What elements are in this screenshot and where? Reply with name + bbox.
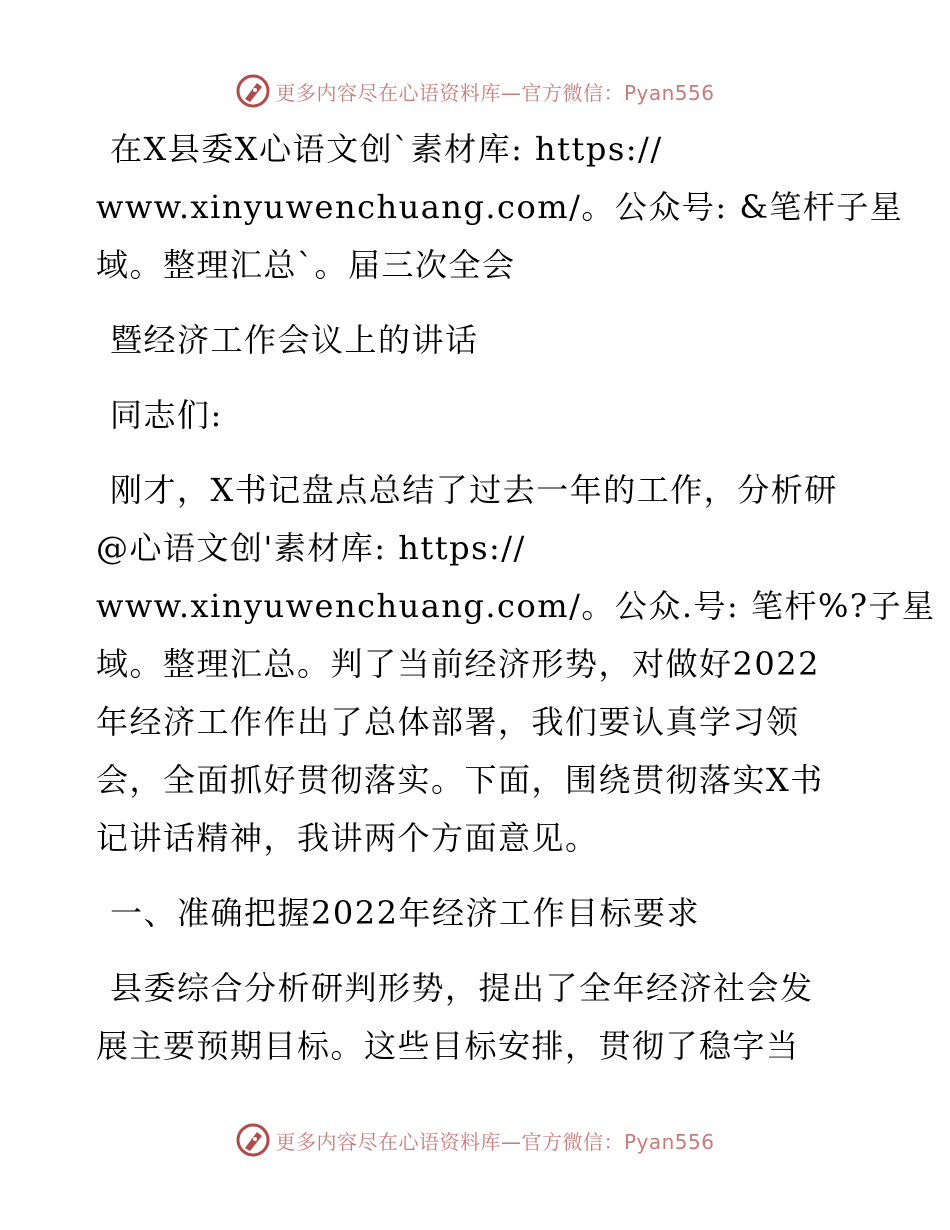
paragraph1-line-5: 年经济工作作出了总体部署，我们要认真学习领 xyxy=(96,703,800,741)
paragraph1-line-7: 记讲话精神，我讲两个方面意见。 xyxy=(96,819,599,857)
section-heading-1: 一、准确把握2022年经济工作目标要求 xyxy=(110,894,700,932)
footer-watermark-banner xyxy=(0,1120,950,1160)
salutation: 同志们: xyxy=(110,396,223,434)
pen-nib-logo-icon xyxy=(235,73,271,109)
title-line-3: 域。整理汇总ˋ。届三次全会 xyxy=(96,246,516,284)
header-banner-text: 更多内容尽在心语资料库—官方微信：Pyan556 xyxy=(275,80,715,105)
paragraph1-line-1: 刚才，X书记盘点总结了过去一年的工作，分析研 xyxy=(110,471,838,509)
paragraph1-line-3: www.xinyuwenchuang.com/。公众.号: 笔杆%?子星 xyxy=(96,587,936,625)
subtitle: 暨经济工作会议上的讲话 xyxy=(110,321,479,359)
title-line-1: 在X县委X心语文创ˋ素材库: https:// xyxy=(110,130,663,168)
header-watermark-banner xyxy=(0,71,950,111)
document-body xyxy=(96,120,936,1075)
paragraph1-line-6: 会，全面抓好贯彻落实。下面，围绕贯彻落实X书 xyxy=(96,761,824,799)
paragraph2-line-2: 展主要预期目标。这些目标安排，贯彻了稳字当 xyxy=(96,1027,800,1065)
paragraph2-line-1: 县委综合分析研判形势，提出了全年经济社会发 xyxy=(110,969,814,1007)
paragraph1-line-4: 域。整理汇总。判了当前经济形势，对做好2022 xyxy=(96,645,820,683)
footer-banner-text: 更多内容尽在心语资料库—官方微信：Pyan556 xyxy=(275,1129,715,1154)
title-line-2: www.xinyuwenchuang.com/。公众号: &笔杆子星 xyxy=(96,188,904,226)
paragraph1-line-2: @心语文创'素材库: https:// xyxy=(96,529,526,567)
pen-nib-logo-icon xyxy=(235,1122,271,1158)
